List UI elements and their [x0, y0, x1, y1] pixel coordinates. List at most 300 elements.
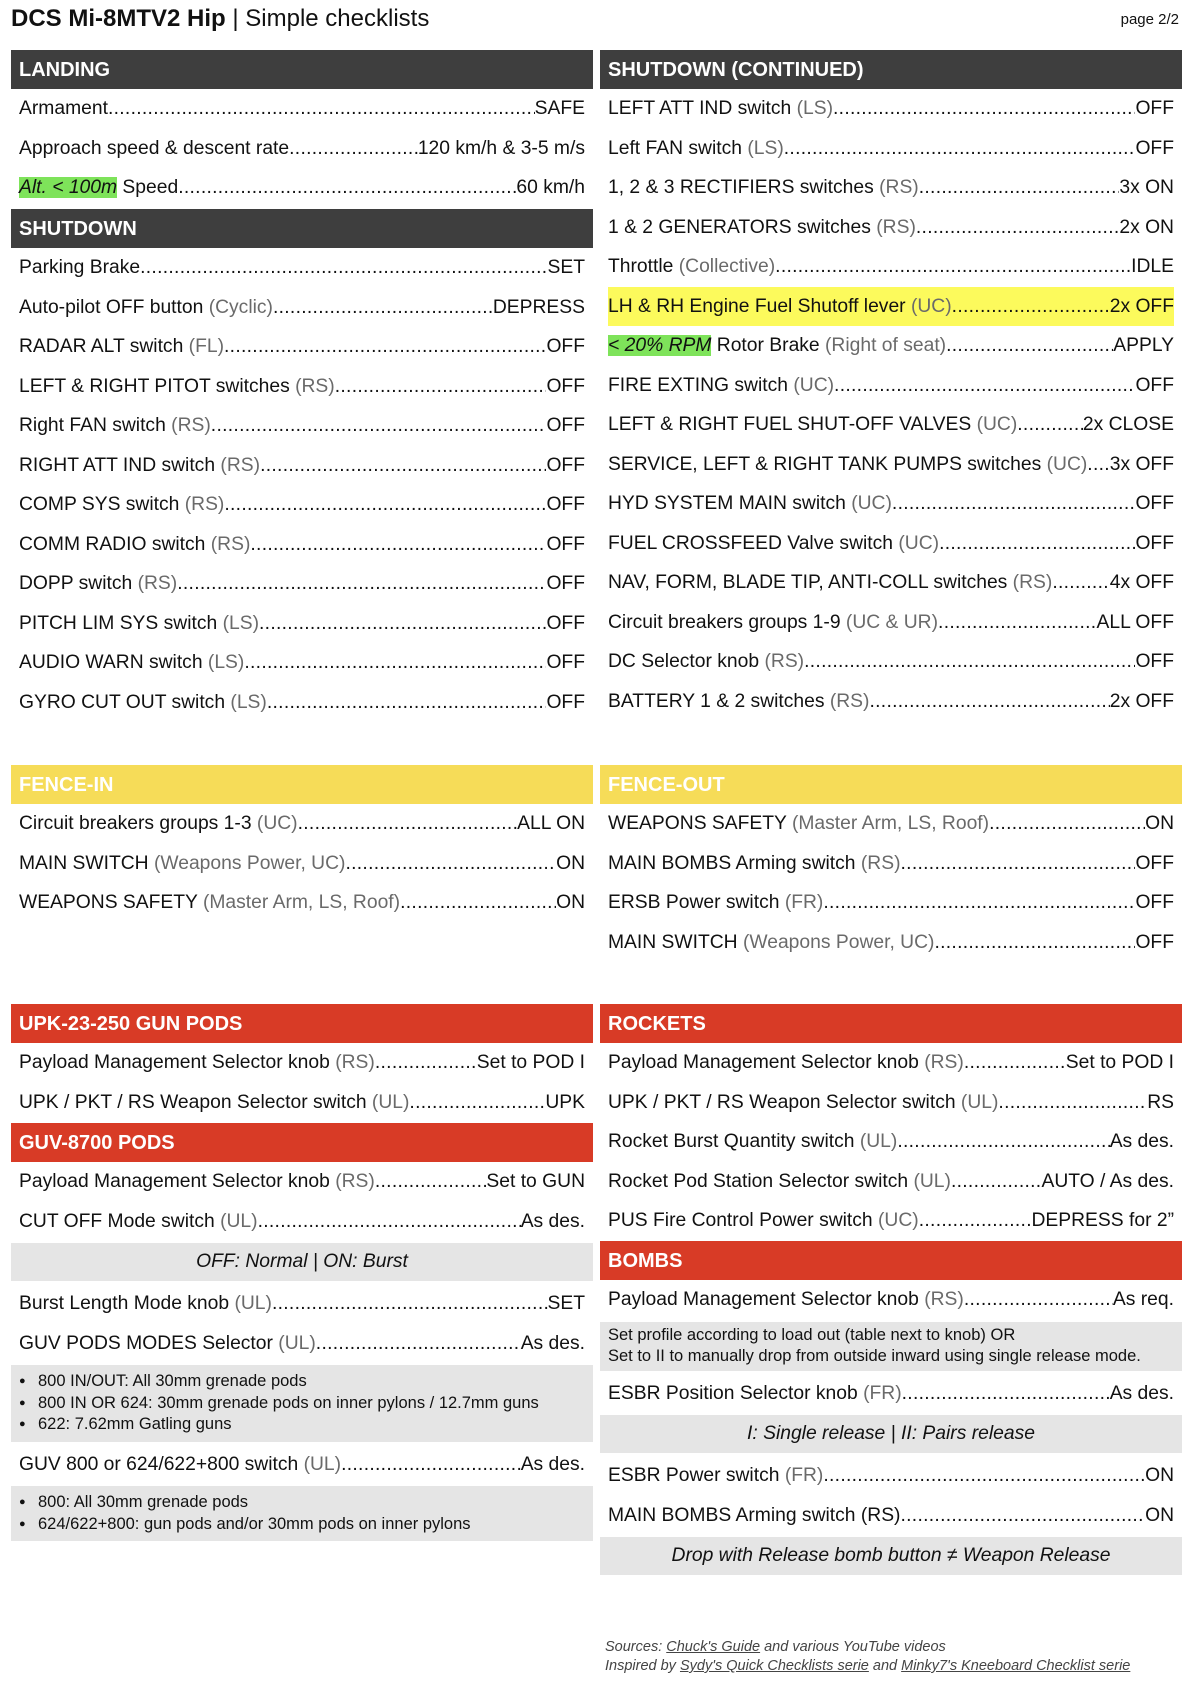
leader-dots — [267, 683, 547, 723]
item-label: Approach speed & descent rate — [19, 137, 290, 159]
item-label: ERSB Power switch (FR) — [608, 892, 824, 913]
leader-dots — [916, 208, 1119, 248]
leader-dots — [939, 524, 1135, 564]
checklist-row — [600, 603, 1182, 643]
section-fence-out — [600, 765, 1182, 962]
checklist-row — [600, 89, 1182, 129]
checklist-row — [11, 1284, 593, 1324]
checklist-row — [600, 326, 1182, 366]
item-label: Rocket Burst Quantity switch (UL) — [608, 1131, 898, 1152]
item-value: OFF — [1135, 493, 1174, 514]
item-label: LEFT ATT IND switch (LS) — [608, 98, 834, 119]
item-label: Parking Brake — [19, 257, 141, 278]
page-title: DCS Mi-8MTV2 Hip | Simple checklists — [11, 5, 430, 32]
checklist-row — [11, 89, 593, 129]
checklist-row — [600, 366, 1182, 406]
checklist-row — [600, 1496, 1182, 1536]
item-label: GUV 800 or 624/622+800 switch (UL) — [19, 1453, 342, 1475]
leader-dots — [259, 604, 546, 644]
item-value: ON — [1145, 1504, 1174, 1526]
section-rockets — [600, 1004, 1182, 1241]
checklist-row — [600, 208, 1182, 248]
item-location: (FR) — [784, 1465, 824, 1486]
leader-dots — [989, 804, 1145, 844]
item-label: MAIN BOMBS Arming switch (RS) — [608, 1504, 901, 1526]
item-location: (RS) — [335, 1052, 375, 1073]
leader-dots — [409, 1083, 545, 1123]
section-header: FENCE-IN — [11, 765, 593, 804]
checklist-row — [11, 883, 593, 923]
checklist-row — [600, 1162, 1182, 1202]
item-value: RS — [1147, 1091, 1174, 1113]
leader-dots — [902, 1374, 1110, 1414]
item-label: GUV PODS MODES Selector (UL) — [19, 1332, 316, 1354]
checklist-row — [600, 883, 1182, 923]
checklist-row — [600, 563, 1182, 603]
section-guv-pods — [11, 1123, 593, 1544]
checklist-row — [11, 406, 593, 446]
item-location: (UC & UR) — [845, 611, 939, 633]
checklist-row — [11, 643, 593, 683]
leader-dots — [250, 525, 546, 565]
link-minky7-checklists[interactable]: Minky7's Kneeboard Checklist serie — [901, 1658, 1131, 1674]
checklist-row — [600, 1201, 1182, 1241]
section-header: SHUTDOWN — [11, 209, 593, 248]
item-value: 60 km/h — [516, 177, 585, 198]
item-location: (RS) — [924, 1052, 964, 1073]
checklist-row — [11, 129, 593, 169]
leader-dots — [224, 485, 546, 525]
item-label: Payload Management Selector knob (RS) — [19, 1171, 375, 1192]
item-value: OFF — [546, 494, 585, 515]
checklist-row — [11, 367, 593, 407]
item-location: (RS) — [1012, 572, 1053, 593]
checklist-row — [11, 1202, 593, 1242]
checklist-row — [11, 1043, 593, 1083]
item-label: < 20% RPM Rotor Brake (Right of seat) — [608, 335, 947, 356]
checklist-row — [11, 327, 593, 367]
item-label: UPK / PKT / RS Weapon Selector switch (UL) — [19, 1091, 410, 1113]
item-location: (Right of seat) — [825, 335, 947, 356]
leader-dots — [804, 642, 1135, 682]
checklist-row — [600, 1280, 1182, 1320]
item-label: PUS Fire Control Power switch (UC) — [608, 1210, 919, 1231]
leader-dots — [834, 366, 1135, 406]
item-value: 2x CLOSE — [1082, 414, 1174, 435]
item-label: GYRO CUT OUT switch (LS) — [19, 691, 267, 713]
item-location: (Collective) — [678, 256, 776, 277]
item-value: 2x OFF — [1109, 690, 1174, 712]
leader-dots — [108, 89, 535, 129]
item-value: OFF — [1135, 651, 1174, 672]
item-value: OFF — [546, 652, 585, 673]
item-label: AUDIO WARN switch (LS) — [19, 652, 245, 673]
item-location: (UC) — [851, 493, 892, 514]
item-location: (UC) — [878, 1210, 919, 1231]
checklist-row — [11, 1162, 593, 1202]
leader-dots — [335, 367, 547, 407]
item-location: (RS) — [210, 533, 251, 555]
leader-dots — [952, 287, 1110, 327]
item-location: (RS) — [220, 454, 261, 476]
item-label: LEFT & RIGHT FUEL SHUT-OFF VALVES (UC) — [608, 414, 1018, 435]
leader-dots — [934, 923, 1135, 963]
item-location: (RS) — [335, 1171, 375, 1192]
item-label: LEFT & RIGHT PITOT switches (RS) — [19, 375, 335, 397]
checklist-row — [600, 405, 1182, 445]
item-label: Alt. < 100m Speed — [19, 177, 179, 198]
leader-dots — [1017, 405, 1083, 445]
item-value: ALL OFF — [1096, 611, 1174, 633]
checklist-row — [600, 804, 1182, 844]
item-value: Set to GUN — [486, 1171, 585, 1192]
checklist-row — [11, 1083, 593, 1123]
item-value: As des. — [1109, 1382, 1174, 1404]
leader-dots — [869, 682, 1109, 722]
item-location: (LS) — [747, 137, 784, 159]
leader-dots — [938, 603, 1096, 643]
item-value: OFF — [546, 415, 585, 436]
bullet-icon: ● — [19, 1418, 26, 1431]
leader-dots — [375, 1162, 487, 1202]
checklist-row — [600, 524, 1182, 564]
checklist-row — [600, 287, 1182, 327]
checklist-row — [600, 844, 1182, 884]
section-shutdown-continued — [600, 50, 1182, 721]
item-location: (UC) — [898, 532, 940, 554]
leader-dots — [823, 1456, 1145, 1496]
checklist-row — [11, 446, 593, 486]
checklist-row — [600, 1374, 1182, 1414]
item-value: OFF — [1135, 137, 1174, 159]
item-value: OFF — [546, 573, 585, 594]
page-header — [11, 4, 1179, 34]
bullet-item: ● 800 IN OR 624: 30mm grenade pods on inner pylons / 12.7mm guns — [19, 1393, 585, 1415]
checklist-row — [600, 1043, 1182, 1083]
item-value: Set to POD I — [1065, 1052, 1174, 1073]
item-location: (UL) — [278, 1332, 316, 1354]
leader-dots — [260, 446, 546, 486]
section-bombs — [600, 1241, 1182, 1578]
link-sydys-checklists[interactable]: Sydy's Quick Checklists serie — [679, 1658, 869, 1674]
item-value: As des. — [520, 1210, 585, 1232]
item-label: BATTERY 1 & 2 switches (RS) — [608, 690, 870, 712]
item-value: OFF — [546, 533, 585, 555]
checklist-row — [600, 1456, 1182, 1496]
bullet-list — [11, 1486, 593, 1541]
item-value: OFF — [546, 454, 585, 476]
item-label: Left FAN switch (LS) — [608, 137, 784, 159]
item-location: (UC) — [793, 374, 835, 396]
item-value: DEPRESS for 2” — [1031, 1210, 1174, 1231]
checklist-row — [600, 682, 1182, 722]
item-label: 1 & 2 GENERATORS switches (RS) — [608, 216, 916, 238]
item-value: ON — [556, 852, 585, 874]
item-value: As des. — [520, 1453, 585, 1475]
item-label: Auto-pilot OFF button (Cyclic) — [19, 296, 273, 318]
item-label: WEAPONS SAFETY (Master Arm, LS, Roof) — [19, 892, 401, 913]
leader-dots — [341, 1445, 521, 1485]
leader-dots — [224, 327, 546, 367]
item-value: 3x ON — [1119, 177, 1174, 198]
checklist-row — [11, 288, 593, 328]
item-location: (RS) — [860, 852, 901, 874]
section-header: LANDING — [11, 50, 593, 89]
leader-dots — [964, 1280, 1113, 1320]
leader-dots — [964, 1043, 1066, 1083]
item-label: Payload Management Selector knob (RS) — [608, 1289, 964, 1310]
info-note: I: Single release | II: Pairs release — [600, 1415, 1182, 1453]
item-location: (LS) — [230, 691, 267, 713]
leader-dots — [400, 883, 556, 923]
leader-dots — [919, 1201, 1032, 1241]
item-label: NAV, FORM, BLADE TIP, ANTI-COLL switches (RS) — [608, 572, 1053, 593]
bullet-icon: ● — [19, 1517, 26, 1530]
item-label: RADAR ALT switch (FL) — [19, 336, 224, 357]
item-value: OFF — [1135, 374, 1174, 396]
item-location: (Cyclic) — [208, 296, 273, 318]
item-location: (FL) — [188, 336, 224, 357]
item-location: (UC) — [910, 295, 952, 317]
item-location: (Master Arm, LS, Roof) — [791, 813, 990, 834]
item-label: MAIN BOMBS Arming switch (RS) — [608, 852, 901, 874]
item-value: 2x OFF — [1110, 287, 1174, 327]
checklist-row — [11, 1324, 593, 1364]
checklist-row — [11, 485, 593, 525]
item-value: SAFE — [534, 98, 585, 119]
item-value: As des. — [1109, 1131, 1174, 1152]
item-label: DC Selector knob (RS) — [608, 651, 805, 672]
checklist-row — [11, 248, 593, 288]
item-value: 120 km/h & 3-5 m/s — [417, 137, 585, 159]
item-location: (RS) — [137, 573, 178, 594]
item-label: PITCH LIM SYS switch (LS) — [19, 612, 260, 634]
item-label: Armament — [19, 98, 108, 119]
item-value: ON — [1145, 813, 1174, 834]
bullet-list — [11, 1365, 593, 1442]
section-header: GUV-8700 PODS — [11, 1123, 593, 1162]
item-value: DEPRESS — [492, 296, 585, 318]
info-note: Drop with Release bomb button ≠ Weapon Release — [600, 1537, 1182, 1575]
section-header: SHUTDOWN (CONTINUED) — [600, 50, 1182, 89]
item-location: (RS) — [295, 375, 335, 397]
leader-dots — [901, 844, 1136, 884]
item-location: (FR) — [784, 892, 824, 913]
item-label: ESBR Position Selector knob (FR) — [608, 1382, 902, 1404]
leader-dots — [833, 89, 1135, 129]
page-number: page 2/2 — [1120, 11, 1179, 28]
item-location: (UL) — [234, 1293, 272, 1314]
leader-dots — [919, 168, 1120, 208]
item-location: (UL) — [220, 1210, 258, 1232]
item-label: FUEL CROSSFEED Valve switch (UC) — [608, 532, 940, 554]
link-chucks-guide[interactable]: Chuck's Guide — [666, 1639, 761, 1655]
leader-dots — [823, 883, 1135, 923]
item-location: (RS) — [879, 177, 919, 198]
leader-dots — [273, 288, 493, 328]
checklist-row — [11, 844, 593, 884]
item-label: Rocket Pod Station Selector switch (UL) — [608, 1170, 951, 1192]
section-shutdown — [11, 209, 593, 722]
item-value: UPK — [545, 1091, 585, 1113]
item-label: Circuit breakers groups 1-9 (UC & UR) — [608, 611, 939, 633]
item-label: Throttle (Collective) — [608, 256, 776, 277]
checklist-row — [11, 525, 593, 565]
item-label: MAIN SWITCH (Weapons Power, UC) — [608, 931, 935, 953]
item-location: (UL) — [303, 1453, 342, 1475]
bullet-icon: ● — [19, 1396, 26, 1409]
item-label: 1, 2 & 3 RECTIFIERS switches (RS) — [608, 177, 919, 198]
bullet-item: ● 800: All 30mm grenade pods — [19, 1492, 585, 1514]
item-location: (UL) — [913, 1170, 951, 1192]
item-location: (LS) — [222, 612, 260, 634]
item-value: ALL ON — [517, 813, 585, 834]
item-location: (UC) — [1046, 453, 1088, 475]
item-location: (RS) — [171, 415, 211, 436]
item-value: ON — [1145, 1465, 1174, 1486]
checklist-row — [600, 445, 1182, 485]
checklist-row — [600, 129, 1182, 169]
section-header: BOMBS — [600, 1241, 1182, 1280]
checklist-row — [600, 923, 1182, 963]
checklist-row — [11, 168, 593, 208]
item-value: OFF — [546, 336, 585, 357]
item-label: WEAPONS SAFETY (Master Arm, LS, Roof) — [608, 813, 990, 834]
item-value: OFF — [1135, 532, 1174, 554]
item-location: (RS) — [764, 651, 805, 672]
item-location: (Weapons Power, UC) — [153, 852, 346, 874]
item-label: ESBR Power switch (FR) — [608, 1465, 824, 1486]
item-value: OFF — [546, 612, 585, 634]
item-value: 4x OFF — [1109, 572, 1174, 593]
item-location: (UL) — [371, 1091, 410, 1113]
leader-dots — [900, 1496, 1145, 1536]
section-upk-gun-pods — [11, 1004, 593, 1122]
item-location: (RS) — [829, 690, 870, 712]
section-landing — [11, 50, 593, 208]
item-label: FIRE EXTING switch (UC) — [608, 374, 835, 396]
section-header: FENCE-OUT — [600, 765, 1182, 804]
checklist-row — [600, 168, 1182, 208]
item-label: CUT OFF Mode switch (UL) — [19, 1210, 258, 1232]
leader-dots — [345, 844, 556, 884]
item-value: OFF — [546, 691, 585, 713]
bullet-icon: ● — [19, 1496, 26, 1509]
bullet-item: ● 624/622+800: gun pods and/or 30mm pods on inner pylons — [19, 1514, 585, 1536]
item-label: SERVICE, LEFT & RIGHT TANK PUMPS switches (UC) — [608, 453, 1088, 475]
info-note: OFF: Normal | ON: Burst — [11, 1243, 593, 1281]
bullet-item: ● 622: 7.62mm Gatling guns — [19, 1414, 585, 1436]
checklist-row — [11, 804, 593, 844]
footer-credits: Sources: Chuck's Guide and various YouTube videos Inspired by Sydy's Quick Checklists serie and Minky7's Kneeboard Checklist serie — [605, 1639, 1131, 1674]
item-label: Right FAN switch (RS) — [19, 415, 211, 436]
item-label: UPK / PKT / RS Weapon Selector switch (UL) — [608, 1091, 999, 1113]
item-value: OFF — [1135, 931, 1174, 953]
item-value: As des. — [520, 1332, 585, 1354]
item-value: APPLY — [1113, 335, 1174, 356]
section-header: ROCKETS — [600, 1004, 1182, 1043]
leader-dots — [272, 1284, 548, 1324]
item-label: Circuit breakers groups 1-3 (UC) — [19, 813, 298, 834]
leader-dots — [244, 643, 546, 683]
item-label: LH & RH Engine Fuel Shutoff lever (UC) — [608, 287, 952, 327]
leader-dots — [775, 247, 1131, 287]
checklist-row — [600, 247, 1182, 287]
highlight-condition: < 20% RPM — [608, 335, 712, 356]
leader-dots — [316, 1324, 521, 1364]
item-location: (Weapons Power, UC) — [742, 931, 935, 953]
leader-dots — [178, 168, 516, 208]
section-fence-in — [11, 765, 593, 923]
item-location: (Master Arm, LS, Roof) — [202, 892, 401, 913]
item-value: ON — [556, 892, 585, 913]
item-location: (FR) — [863, 1382, 902, 1404]
item-value: AUTO / As des. — [1041, 1170, 1174, 1192]
item-location: (UL) — [960, 1091, 999, 1113]
item-value: As req. — [1112, 1289, 1174, 1310]
item-location: (LS) — [796, 98, 834, 119]
checklist-row — [11, 564, 593, 604]
item-value: Set to POD I — [476, 1052, 585, 1073]
item-location: (UL) — [859, 1131, 898, 1152]
item-value: SET — [547, 257, 585, 278]
leader-dots — [211, 406, 547, 446]
item-location: (UC) — [256, 813, 298, 834]
text-note: Set profile according to load out (table next to knob) OR Set to II to manually drop from outside inward using single release mode. — [600, 1322, 1182, 1371]
leader-dots — [1052, 563, 1109, 603]
checklist-row — [600, 484, 1182, 524]
checklist-row — [600, 642, 1182, 682]
leader-dots — [897, 1122, 1109, 1162]
leader-dots — [140, 248, 547, 288]
item-label: Payload Management Selector knob (RS) — [608, 1052, 964, 1073]
checklist-row — [11, 604, 593, 644]
item-value: SET — [547, 1293, 585, 1314]
item-value: 3x OFF — [1109, 453, 1174, 475]
leader-dots — [998, 1083, 1147, 1123]
checklist-row — [600, 1083, 1182, 1123]
item-location: (RS) — [876, 216, 916, 238]
checklist-row — [11, 1445, 593, 1485]
item-label: RIGHT ATT IND switch (RS) — [19, 454, 261, 476]
item-location: (RS) — [184, 494, 225, 515]
item-label: COMP SYS switch (RS) — [19, 494, 225, 515]
item-label: HYD SYSTEM MAIN switch (UC) — [608, 493, 892, 514]
checklist-row — [11, 683, 593, 723]
item-label: Burst Length Mode knob (UL) — [19, 1293, 272, 1314]
item-location: (RS) — [924, 1289, 964, 1310]
item-label: MAIN SWITCH (Weapons Power, UC) — [19, 852, 346, 874]
section-header: UPK-23-250 GUN PODS — [11, 1004, 593, 1043]
item-value: 2x ON — [1119, 216, 1174, 238]
item-value: IDLE — [1131, 256, 1174, 277]
item-value: OFF — [1135, 98, 1174, 119]
leader-dots — [784, 129, 1136, 169]
leader-dots — [375, 1043, 477, 1083]
highlight-condition: Alt. < 100m — [19, 177, 118, 198]
checklist-row — [600, 1122, 1182, 1162]
item-value: OFF — [1135, 892, 1174, 913]
leader-dots — [951, 1162, 1042, 1202]
leader-dots — [946, 326, 1113, 366]
leader-dots — [892, 484, 1136, 524]
item-value: OFF — [1135, 852, 1174, 874]
bullet-icon: ● — [19, 1375, 26, 1387]
leader-dots — [289, 129, 418, 169]
item-label: DOPP switch (RS) — [19, 573, 178, 594]
leader-dots — [298, 804, 518, 844]
item-label: COMM RADIO switch (RS) — [19, 533, 251, 555]
